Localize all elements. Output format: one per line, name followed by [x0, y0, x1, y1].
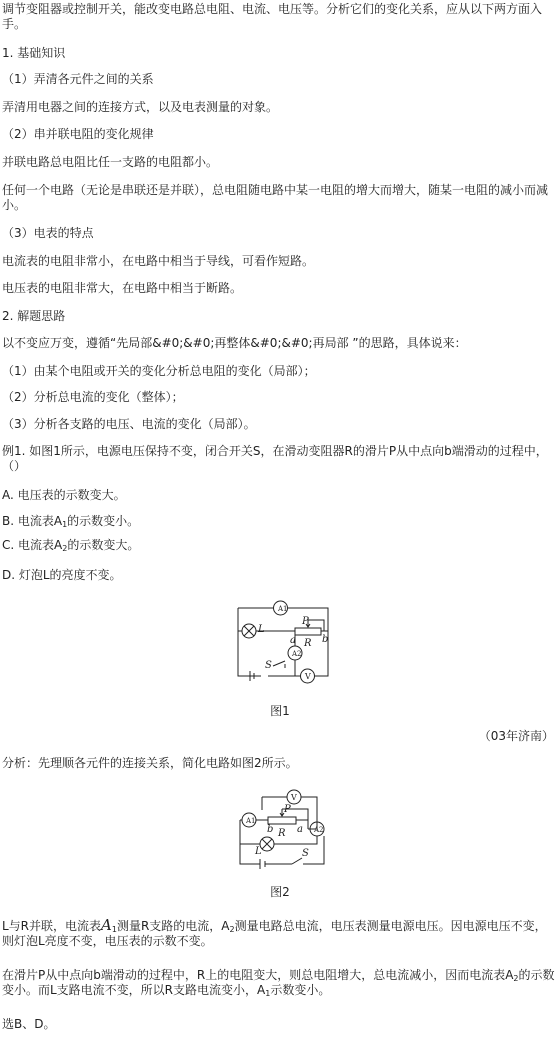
- slider-label: P: [302, 616, 309, 627]
- fig2-meter-v-label: V: [291, 793, 297, 802]
- resistor-label: R: [304, 638, 312, 649]
- subsection-1-1-title: （1）弄清各元件之间的关系: [2, 72, 154, 86]
- fig2-lamp-label: L: [255, 846, 262, 857]
- terminal-b-label: b: [322, 634, 329, 645]
- analysis-paragraph-1: L与R并联，电流表$A_1$测量R支路的电流，$A_2$测量电路总电流，电压表测量电源电压。因电源电压不变，则灯泡L亮度不变，电压表的示数不变。: [2, 916, 547, 948]
- fig2-meter-a1-label: A1: [246, 817, 256, 825]
- section-1-title: 1. 基础知识: [2, 46, 66, 60]
- analysis-intro: 分析：先理顺各元件的连接关系，简化电路如图2所示。: [2, 756, 298, 770]
- figure-1-caption: 图1: [270, 704, 290, 718]
- meter-a2-label: A2: [292, 650, 302, 658]
- step-2: （2）分析总电流的变化（整体）；: [2, 390, 184, 404]
- terminal-a-label: a: [290, 635, 296, 646]
- subsection-1-2-text-2: 任何一个电路（无论是串联还是并联），总电阻随电路中某一电阻的增大而增大，随某一电阻的减小而减小。: [2, 183, 549, 212]
- analysis-paragraph-2: 在滑片P从中点向b端滑动的过程中，R上的电阻变大，则总电阻增大，总电流减小，因而电流表$A_2$的示数变小。而L支路电流不变，所以R支路电流变小，$A_1$示数变小。: [2, 968, 555, 998]
- fig2-terminal-a-label: a: [297, 824, 303, 835]
- figure-2-circuit: [232, 784, 332, 872]
- fig2-terminal-b-label: b: [267, 824, 274, 835]
- intro-paragraph: 调节变阻器或控制开关，能改变电路总电阻、电流、电压等。分析它们的变化关系，应从以下两方面入手。: [2, 2, 543, 31]
- subsection-1-3-text-2: 电压表的电阻非常大，在电路中相当于断路。: [2, 281, 243, 295]
- step-3: （3）分析各支路的电压、电流的变化（局部）。: [2, 417, 256, 431]
- option-a: A. 电压表的示数变大。: [2, 488, 126, 502]
- figure-2-caption: 图2: [270, 885, 290, 899]
- fig2-switch-label: S: [302, 848, 309, 859]
- fig2-resistor-label: R: [278, 828, 286, 839]
- meter-v-label: V: [305, 672, 311, 681]
- step-1: （1）由某个电阻或开关的变化分析总电阻的变化（局部）；: [2, 364, 316, 378]
- option-d: D. 灯泡L的亮度不变。: [2, 568, 122, 582]
- figure-1-circuit: [228, 598, 338, 690]
- switch-label: S: [265, 660, 272, 671]
- section-2-text: 以不变应万变，遵循“先局部&#0;&#0;再整体&#0;&#0;再局部 ”的思路，具体说来：: [2, 336, 467, 350]
- source-note: （03年济南）: [478, 729, 554, 743]
- option-b: B. 电流表$A_1$的示数变小。: [2, 514, 140, 529]
- subsection-1-3-title: （3）电表的特点: [2, 226, 94, 240]
- fig2-slider-label: P: [284, 804, 291, 815]
- subsection-1-2-title: （2）串并联电阻的变化规律: [2, 127, 154, 141]
- answer: 选B、D。: [2, 1017, 56, 1031]
- example-question: 例1. 如图1所示，电源电压保持不变，闭合开关S，在滑动变阻器R的滑片P从中点向b端滑动的过程中，（）: [2, 444, 548, 473]
- lamp-label: L: [258, 624, 265, 635]
- option-c: C. 电流表$A_2$的示数变大。: [2, 538, 140, 553]
- fig2-meter-a2-label: A2: [314, 826, 324, 834]
- subsection-1-2-text-1: 并联电路总电阻比任一支路的电阻都小。: [2, 155, 219, 169]
- section-2-title: 2. 解题思路: [2, 309, 66, 323]
- subsection-1-3-text-1: 电流表的电阻非常小，在电路中相当于导线，可看作短路。: [2, 254, 315, 268]
- meter-a1-label: A1: [278, 605, 288, 613]
- subsection-1-1-text: 弄清用电器之间的连接方式，以及电表测量的对象。: [2, 100, 279, 114]
